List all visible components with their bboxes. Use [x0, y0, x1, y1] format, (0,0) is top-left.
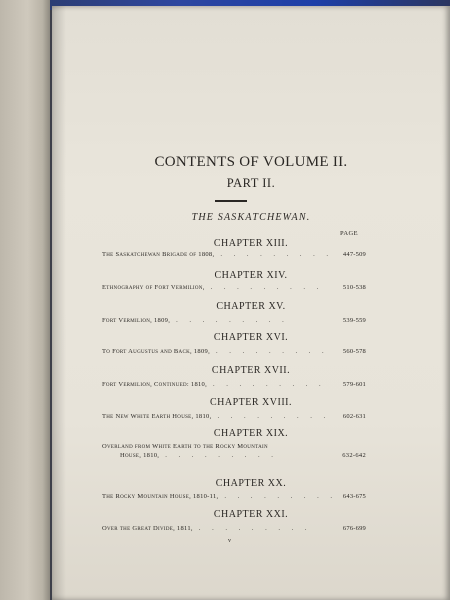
entry-pages: 510-538	[342, 284, 366, 291]
entry-title: Over the Great Divide, 1811,	[102, 525, 193, 532]
chapter-entry	[102, 442, 366, 460]
entry-pages: 447-509	[342, 251, 366, 258]
leader-dots: . . . . . . . . .	[176, 317, 289, 324]
entry-title: Ethnography of Fort Vermilion,	[102, 284, 205, 291]
entry-pages: 643-675	[342, 493, 366, 500]
chapter-entry	[102, 413, 366, 420]
leader-dots: . . . . . . . . .	[210, 284, 324, 291]
entry-pages: 560-578	[342, 348, 366, 355]
chapter-entry	[102, 317, 366, 324]
entry-pages: 602-631	[342, 413, 366, 420]
entry-title: The Saskatchewan Brigade of 1808,	[102, 251, 215, 258]
chapter-entry	[102, 284, 366, 291]
entry-title-line-1: Overland from White Earth to the Rocky Mountain	[102, 443, 268, 450]
entry-title: To Fort Augustus and Back, 1809,	[102, 348, 210, 355]
page-column-header: PAGE	[340, 230, 358, 237]
chapter-heading: CHAPTER XVIII.	[210, 397, 292, 408]
part-title: THE SASKATCHEWAN.	[191, 212, 311, 223]
entry-title: The New White Earth House, 1810,	[102, 413, 212, 420]
chapter-entry	[102, 493, 366, 500]
entry-pages: 579-601	[342, 381, 366, 388]
chapter-heading: CHAPTER XVII.	[211, 365, 291, 376]
chapter-entry	[102, 251, 366, 258]
chapter-heading: CHAPTER XIX.	[213, 428, 289, 439]
entry-title: Fort Vermilion, Continued: 1810,	[102, 381, 208, 388]
leader-dots: . . . . . . . . .	[198, 525, 312, 532]
page-title: CONTENTS OF VOLUME II.	[154, 154, 348, 170]
part-number: PART II.	[226, 176, 276, 190]
leader-dots: . . . . . . . . .	[165, 452, 278, 459]
leader-dots: . . . . . . . . .	[213, 381, 326, 388]
leader-dots: . . . . . . . . .	[216, 348, 329, 355]
entry-title-line-2-text: House, 1810,	[120, 452, 160, 459]
chapter-heading: CHAPTER XX.	[215, 478, 287, 489]
chapter-heading: CHAPTER XV.	[216, 301, 286, 312]
chapter-heading: CHAPTER XVI.	[213, 332, 289, 343]
entry-pages: 632-642	[342, 452, 366, 459]
folio-number: v	[228, 538, 231, 544]
chapter-heading: CHAPTER XIII.	[213, 238, 289, 249]
entry-title: The Rocky Mountain House, 1810-11,	[102, 493, 219, 500]
chapter-entry	[102, 348, 366, 355]
chapter-heading: CHAPTER XIV.	[214, 270, 288, 281]
leader-dots: . . . . . . . . .	[224, 493, 338, 500]
leader-dots: . . . . . . . . .	[217, 413, 331, 420]
entry-pages: 539-559	[342, 317, 366, 324]
chapter-entry	[102, 381, 366, 388]
book-page	[52, 6, 450, 600]
title-rule	[215, 200, 247, 202]
left-page-edge	[0, 0, 50, 600]
entry-pages: 676-699	[342, 525, 366, 532]
entry-title-line-2	[120, 451, 366, 460]
entry-title: Fort Vermilion, 1809,	[102, 317, 171, 324]
chapter-heading: CHAPTER XXI.	[213, 509, 289, 520]
leader-dots: . . . . . . . . .	[220, 251, 334, 258]
chapter-entry	[102, 525, 366, 532]
